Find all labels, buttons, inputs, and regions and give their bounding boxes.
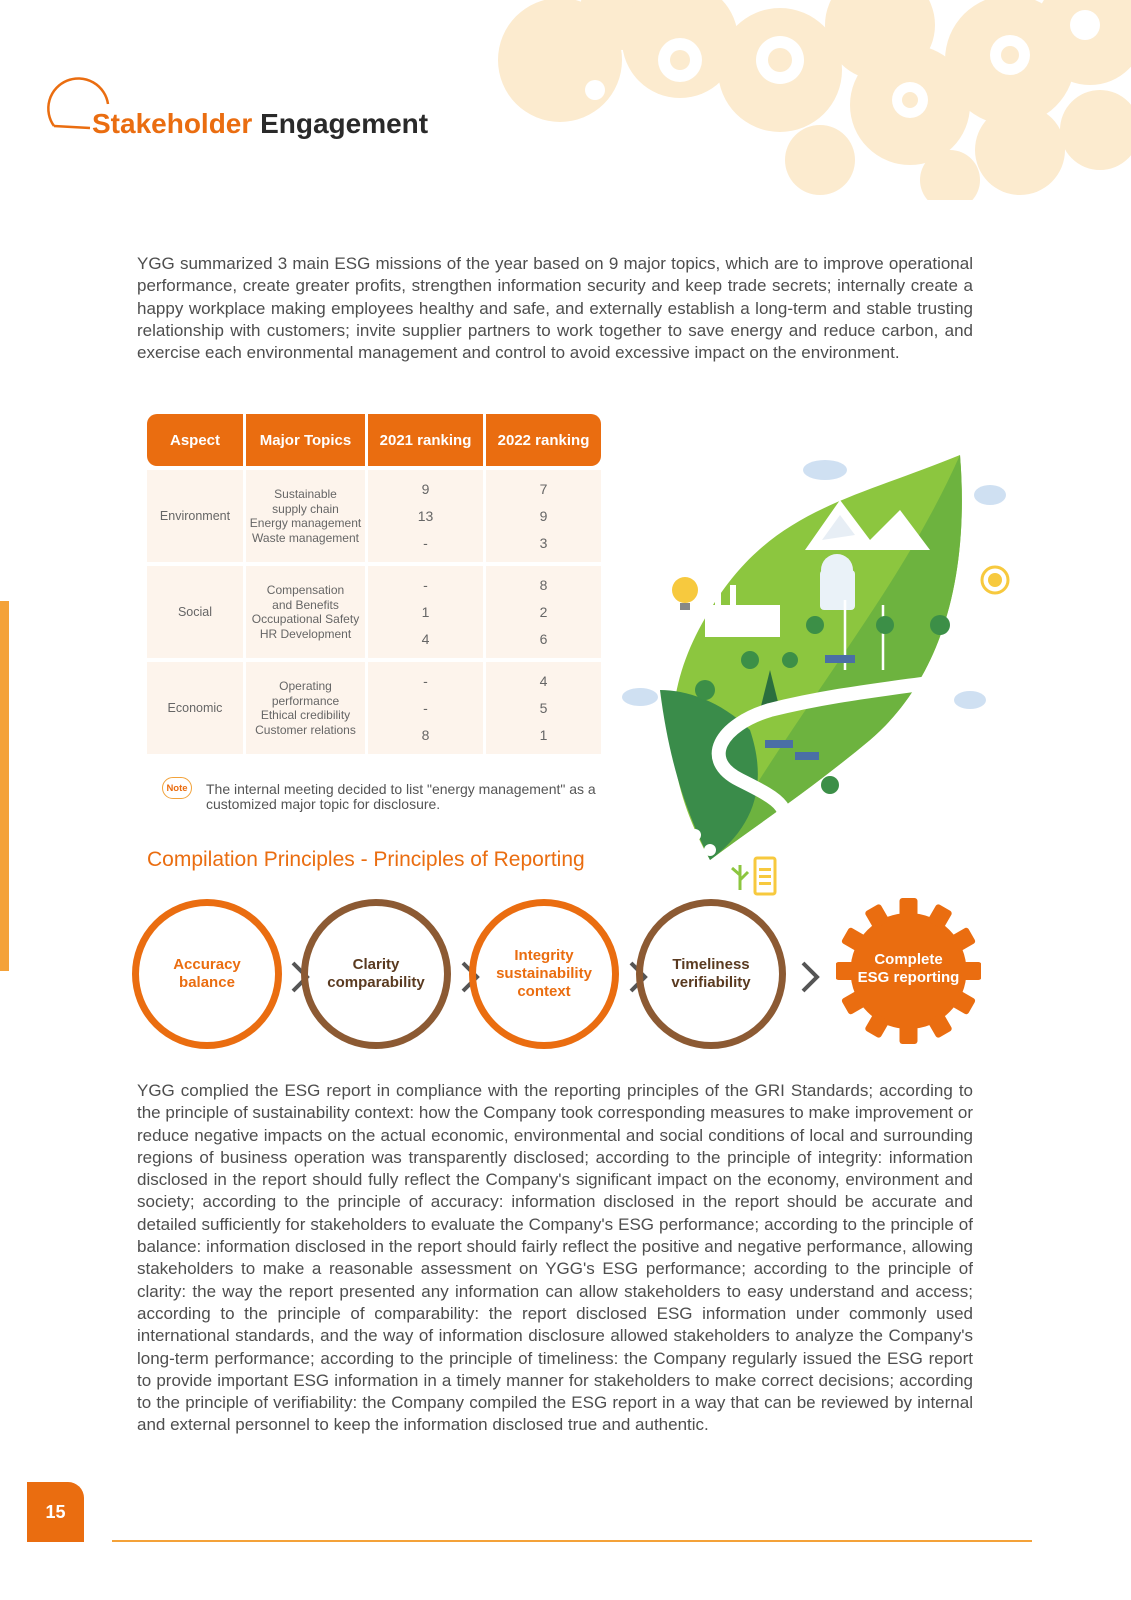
- ranking-2022-cell: [486, 662, 601, 754]
- rank-value: 4: [539, 673, 548, 690]
- note-badge: Note: [162, 777, 192, 799]
- rank-value: -: [423, 577, 428, 594]
- topic: Operating performance: [271, 679, 340, 708]
- topic: Ethical credibility: [260, 708, 351, 722]
- topic: Sustainable supply chain: [272, 487, 339, 516]
- note-text: The internal meeting decided to list "energy management" as a customized major topic for disclosure.: [206, 781, 596, 812]
- rank-value: 7: [539, 481, 548, 498]
- rank-value: 4: [421, 630, 430, 647]
- header-2021-ranking: 2021 ranking: [368, 414, 483, 466]
- title-highlight: Stakeholder: [92, 108, 253, 139]
- aspect-cell: Social: [147, 566, 243, 658]
- ranking-2021-cell: [368, 470, 483, 562]
- rank-value: -: [423, 699, 428, 716]
- header-gears-illustration: [0, 0, 1131, 200]
- principle-timeliness-verifiability: Timeliness verifiability: [636, 899, 786, 1049]
- principles-heading: Compilation Principles - Principles of Reporting: [147, 848, 585, 871]
- rank-value: 13: [417, 507, 434, 524]
- principle-clarity-comparability: Clarity comparability: [301, 899, 451, 1049]
- footer-divider: [112, 1540, 1032, 1542]
- table-row-environment: [147, 470, 601, 562]
- aspect-cell: Economic: [147, 662, 243, 754]
- rank-value: 9: [421, 481, 430, 498]
- rank-value: 8: [421, 726, 430, 743]
- rank-value: -: [423, 534, 428, 551]
- chevron-right-icon: [800, 960, 820, 994]
- topic: Waste management: [252, 530, 359, 545]
- ranking-2021-cell: [368, 662, 483, 754]
- aspect-cell: Environment: [147, 470, 243, 562]
- rank-value: 1: [421, 603, 430, 620]
- green-leaf-city-illustration: [600, 440, 1020, 900]
- topic: Customer relations: [255, 722, 356, 737]
- table-row-social: [147, 566, 601, 658]
- rank-value: 5: [539, 699, 548, 716]
- header-2022-ranking: 2022 ranking: [486, 414, 601, 466]
- topics-cell: [246, 470, 365, 562]
- sidebar-accent-bar: [0, 601, 9, 971]
- complete-esg-label: Complete ESG reporting: [857, 951, 960, 986]
- topics-cell: [246, 662, 365, 754]
- topic: Compensation and Benefits: [266, 583, 345, 612]
- ranking-2022-cell: [486, 470, 601, 562]
- rank-value: 3: [539, 534, 548, 551]
- title-rest: Engagement: [260, 108, 429, 139]
- page-number: 15: [27, 1482, 84, 1542]
- rank-value: 2: [539, 603, 548, 620]
- table-row-economic: [147, 662, 601, 754]
- topic: Energy management: [249, 516, 362, 530]
- rank-value: -: [423, 673, 428, 690]
- topic: Occupational Safety: [251, 612, 360, 626]
- rank-value: 1: [539, 726, 548, 743]
- intro-paragraph: YGG summarized 3 main ESG missions of the year based on 9 major topics, which are to improve operational performance, create greater profits, strengthen information security and keep trade secrets; internally create a happy workplace making employees healthy and safe, and externally establish a long-term and stable trusting relationship with customers; invite supplier partners to work together to save energy and reduce carbon, and exercise each environmental management and control to avoid excessive impact on the environment.: [137, 254, 973, 363]
- ranking-2021-cell: [368, 566, 483, 658]
- rank-value: 9: [539, 507, 548, 524]
- header-major-topics: Major Topics: [246, 414, 365, 466]
- principle-integrity-context: Integrity sustainability context: [469, 899, 619, 1049]
- rank-value: 6: [539, 630, 548, 647]
- rank-value: 8: [539, 577, 548, 594]
- page-title: [92, 108, 428, 140]
- ranking-2022-cell: [486, 566, 601, 658]
- principle-accuracy-balance: Accuracy balance: [132, 899, 282, 1049]
- body-paragraph: YGG complied the ESG report in compliance with the reporting principles of the GRI Standards; according to the principle of sustainability context: how the Company took corresponding measures to make improvement or reduce negative impacts on the actual economic, environmental and social conditions of local and surrounding regions of business operation was transparently disclosed; according to the principle of integrity: information disclosed in the report should fully reflect the Company's significant impact on the economy, environment and society; according to the principle of accuracy: information disclosed in the report should be accurate and detailed sufficiently for stakeholders to evaluate the Company's ESG performance; according to the principle of balance: information disclosed in the report should fairly reflect the positive and negative performance, allowing stakeholders to make a reasonable assessment on YGG's ESG performance; according to the principle of clarity: the way the report presented any information can allow stakeholders to easy understand and access; according to the principle of comparability: the report disclosed ESG information under commonly used international standards, and the way of information disclosure allowed stakeholders to analyze the Company's long-term performance; according to the principle of timeliness: the Company regularly issued the ESG report to provide important ESG information in a timely manner for stakeholders to make correct decisions; according to the principle of verifiability: the Company compiled the ESG report in a way that can be reviewed by internal and external personnel to keep the information disclosed true and authentic.: [137, 1081, 973, 1435]
- header-aspect: Aspect: [147, 414, 243, 466]
- topic: HR Development: [259, 626, 352, 641]
- topics-cell: [246, 566, 365, 658]
